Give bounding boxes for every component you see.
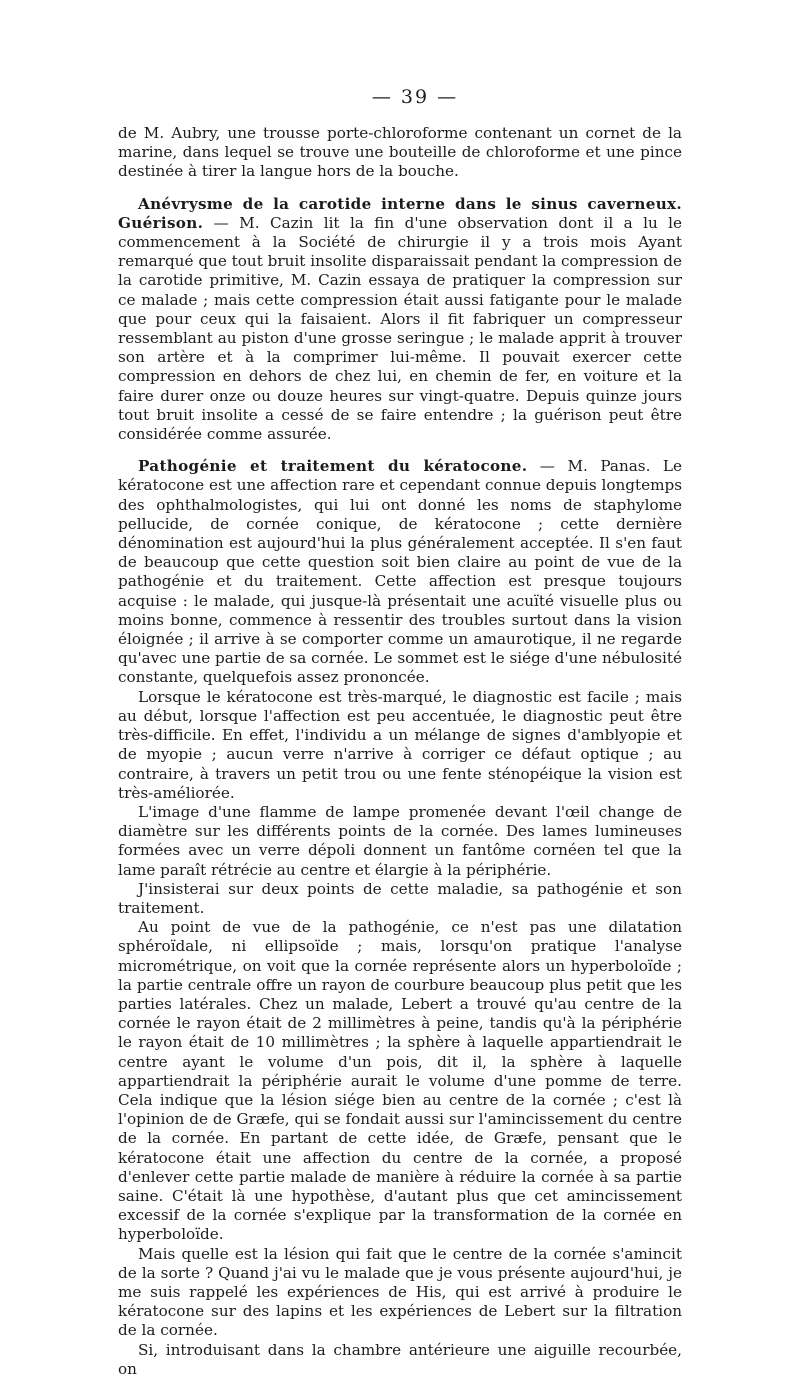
aneurysm-section xyxy=(118,195,682,445)
page-text xyxy=(118,124,682,1379)
paragraph-lesion: Mais quelle est la lésion qui fait que le centre de la cornée s'amincit de la sorte ? Quand j'ai vu le malade que je vous présente aujourd'hui, je me suis rappelé les expériences de His, qui est arrivé à produire le kératocone sur des lapins et les expériences de Lebert sur la filtration de la cornée. xyxy=(118,1244,682,1340)
paragraph-two-points: J'insisterai sur deux points de cette maladie, sa pathogénie et son traitement. xyxy=(118,879,682,917)
keratoconus-body: — M. Panas. Le kératocone est une affection rare et cependant connue depuis longtemps des ophthalmologistes, qui lui ont donné les noms de staphylome pellucide, de cornée conique, de kératocone ; cette dernière dénomination est aujourd'hui la plus généralement acceptée. Il s'en faut de beaucoup que cette question soit bien claire au point de vue de la pathogénie et du traitement. Cette affection est presque toujours acquise : le malade, qui jusque-là présentait une acuïté visuelle plus ou moins bonne, commence à ressentir des troubles surtout dans la vision éloignée ; il arrive à se comporter comme un amaurotique, il ne regarde qu'avec une partie de sa cornée. Le sommet est le siége d'une nébulosité constante, quelquefois assez prononcée. xyxy=(118,457,682,687)
paragraph-flame-image: L'image d'une flamme de lampe promenée devant l'œil change de diamètre sur les différents points de la cornée. Des lames lumineuses formées avec un verre dépoli donnent un fantôme cornéen tel que la lame paraît rétrécie au centre et élargie à la périphérie. xyxy=(118,802,682,879)
paragraph-pathogenesis: Au point de vue de la pathogénie, ce n'est pas une dilatation sphéroïdale, ni ellipsoïde ; mais, lorsqu'on pratique l'analyse micrométrique, on voit que la cornée représente alors un hyperboloïde ; la partie centrale offre un rayon de courbure beaucoup plus petit que les parties latérales. Chez un malade, Lebert a trouvé qu'au centre de la cornée le rayon était de 2 millimètres à peine, tandis qu'à la périphérie le rayon était de 10 millimètres ; la sphère à laquelle appartiendrait le centre ayant le volume d'un pois, dit il, la sphère à laquelle appartiendrait la périphérie aurait le volume d'une pomme de terre. Cela indique que la lésion siége bien au centre de la cornée ; c'est là l'opinion de de Græfe, qui se fondait aussi sur l'amincissement du centre de la cornée. En partant de cette idée, de Græfe, pensant que le kératocone était une affection du centre de la cornée, a proposé d'enlever cette partie malade de manière à réduire la cornée à sa partie saine. C'était là une hypothèse, d'autant plus que cet amincissement excessif de la cornée s'explique par la transformation de la cornée en hyperboloïde. xyxy=(118,918,682,1244)
keratoconus-heading: Pathogénie et traitement du kératocone. xyxy=(138,457,528,476)
aneurysm-heading: Anévrysme de la carotide interne dans le sinus caverneux. Guérison. xyxy=(118,194,682,232)
intro-paragraph: de M. Aubry, une trousse porte-chloroforme contenant un cornet de la marine, dans lequel se trouve une bouteille de chloroforme et une pince destinée à tirer la langue hors de la bouche. xyxy=(118,124,682,181)
keratoconus-section xyxy=(118,457,682,687)
paragraph-continued: Si, introduisant dans la chambre antérieure une aiguille recourbée, on xyxy=(118,1340,682,1378)
aneurysm-body: — M. Cazin lit la fin d'une observation dont il a lu le commencement à la Société de chirurgie il y a trois mois Ayant remarqué que tout bruit insolite disparaissait pendant la compression de la carotide primitive, M. Cazin essaya de pratiquer la compression sur ce malade ; mais cette compression était aussi fatigante pour le malade que pour ceux qui la faisaient. Alors il fit fabriquer un compresseur ressemblant au piston d'une grosse seringue ; le malade apprit à trouver son artère et à la comprimer lui-même. Il pouvait exercer cette compression en dehors de chez lui, en chemin de fer, en voiture et la faire durer onze ou douze heures sur vingt-quatre. Depuis quinze jours tout bruit insolite a cessé de se faire entendre ; la guérison peut être considérée comme assurée. xyxy=(118,213,682,444)
paragraph-diagnosis: Lorsque le kératocone est très-marqué, le diagnostic est facile ; mais au début, lorsque l'affection est peu accentuée, le diagnostic peut être très-difficile. En effet, l'individu a un mélange de signes d'amblyopie et de myopie ; aucun verre n'arrive à corriger ce défaut optique ; au contraire, à travers un petit trou ou une fente sténopéique la vision est très-améliorée. xyxy=(118,687,682,802)
page-number: — 39 — xyxy=(371,86,459,108)
